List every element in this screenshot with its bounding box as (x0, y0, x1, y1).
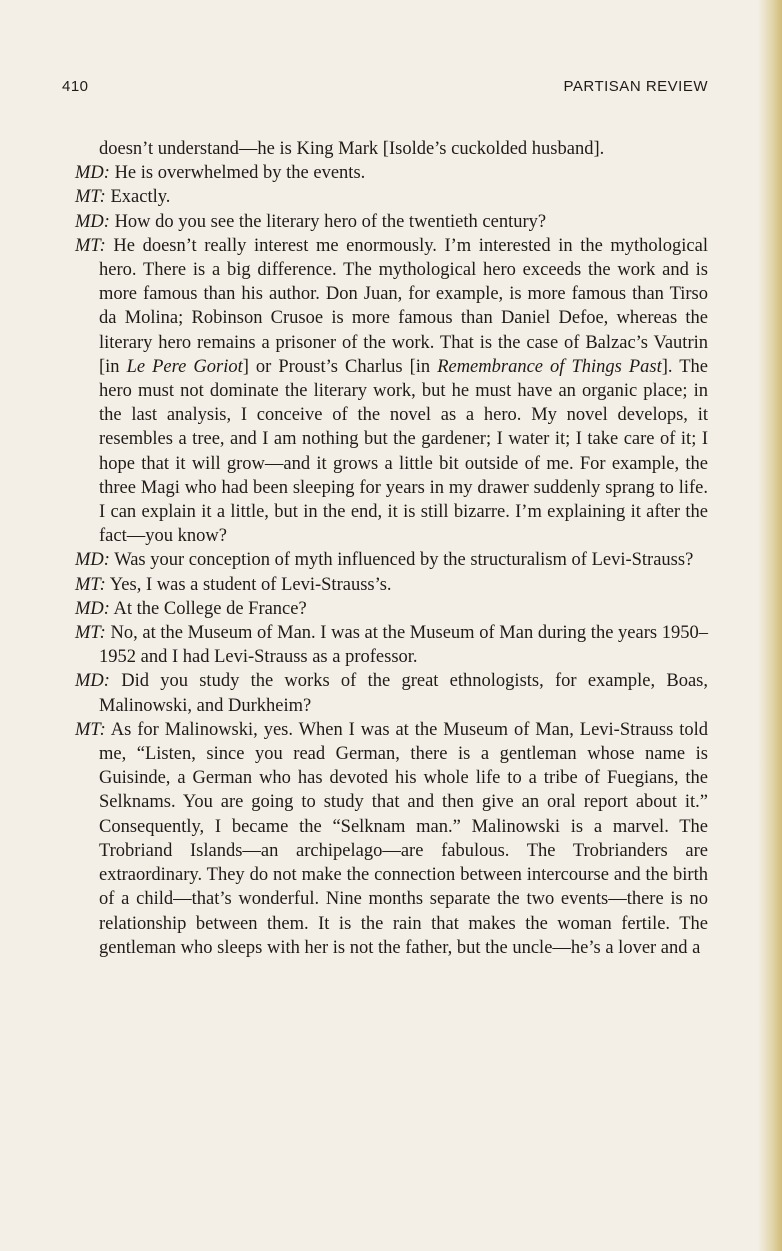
running-head: PARTISAN REVIEW (563, 78, 708, 95)
speaker-label: MT: (75, 187, 106, 208)
speaker-label: MD: (75, 598, 110, 619)
book-title: Remembrance of Things Past (437, 356, 662, 377)
paragraph-text: As for Malinowski, yes. When I was at the Museum of Man, Levi-Strauss told me, “Listen, since you read German, there is a gentleman whose name is Guisinde, a German who has devoted his whole life to a tribe of Fuegians, the Selknams. You are going to study that and then give an oral report about it.” Consequently, I became the “Selknam man.” Malinowski is a marvel. The Trobriand Islands—an archipelago—are fabulous. The Trobrianders are extraordinary. They do not make the connection between intercourse and the birth of a child—that’s wonderful. Nine months separate the two events—there is no relationship between them. It is the rain that makes the woman fertile. The gentleman who sleeps with her is not the father, but the uncle—he’s a lover and a (99, 719, 708, 958)
speaker-label: MD: (75, 163, 110, 184)
speaker-label: MD: (75, 211, 110, 232)
paragraph-continuation (75, 137, 708, 161)
paragraph-text: He doesn’t really interest me enormously. I’m interested in the mythological hero. There is a big difference. The mythological hero exceeds the work and is more famous than his author. Don Juan, for example, is more famous than Tirso da Molina; Robinson Crusoe is more famous than Daniel Defoe, whereas the literary hero remains a prisoner of the work. That is the case of Balzac’s Vautrin [in (99, 235, 708, 377)
paragraph-text: No, at the Museum of Man. I was at the Museum of Man during the years 1950–1952 and I had Levi-Strauss as a professor. (99, 623, 708, 668)
paragraph-text: Yes, I was a student of Levi-Strauss’s. (109, 574, 392, 595)
exchange-paragraph (75, 234, 708, 549)
speaker-label: MT: (75, 623, 106, 644)
paragraph-text: ] or Proust’s Charlus [in (242, 356, 438, 377)
page-number: 410 (62, 78, 89, 95)
paragraph-text: Did you study the works of the great ethnologists, for example, Boas, Malinowski, and Durkheim? (99, 671, 708, 716)
exchange-paragraph (75, 161, 708, 185)
paragraph-text: Was your conception of myth influenced by the structuralism of Levi-Strauss? (114, 550, 694, 571)
speaker-label: MD: (75, 550, 110, 571)
speaker-label: MD: (75, 671, 110, 692)
exchange-paragraph (75, 718, 708, 960)
paragraph-text: At the College de France? (113, 598, 307, 619)
speaker-label: MT: (75, 574, 106, 595)
exchange-paragraph (75, 573, 708, 597)
speaker-label: MT: (75, 235, 106, 256)
exchange-paragraph (75, 597, 708, 621)
paragraph-text: ]. The hero must not dominate the literary work, but he must have an organic place; in the last analysis, I conceive of the novel as a hero. My novel develops, it resembles a tree, and I am nothing but the gardener; I water it; I take care of it; I hope that it will grow—and it grows a little bit outside of me. For example, the three Magi who had been sleeping for years in my drawer suddenly sprang to life. I can explain it a little, but in the end, it is still bizarre. I’m explaining it after the fact—you know? (99, 356, 708, 547)
exchange-paragraph (75, 185, 708, 209)
paragraph-text: Exactly. (110, 187, 171, 208)
page-edge-shadow (758, 0, 782, 1251)
exchange-paragraph (75, 548, 708, 572)
paragraph-text: He is overwhelmed by the events. (114, 163, 366, 184)
exchange-paragraph (75, 669, 708, 717)
exchange-paragraph (75, 210, 708, 234)
speaker-label: MT: (75, 719, 106, 740)
paragraph-text: How do you see the literary hero of the twentieth century? (114, 211, 547, 232)
exchange-paragraph (75, 621, 708, 669)
interview-text (75, 137, 708, 960)
book-title: Le Pere Goriot (126, 356, 243, 377)
paragraph-text: doesn’t understand—he is King Mark [Isolde’s cuckolded husband]. (99, 139, 605, 159)
